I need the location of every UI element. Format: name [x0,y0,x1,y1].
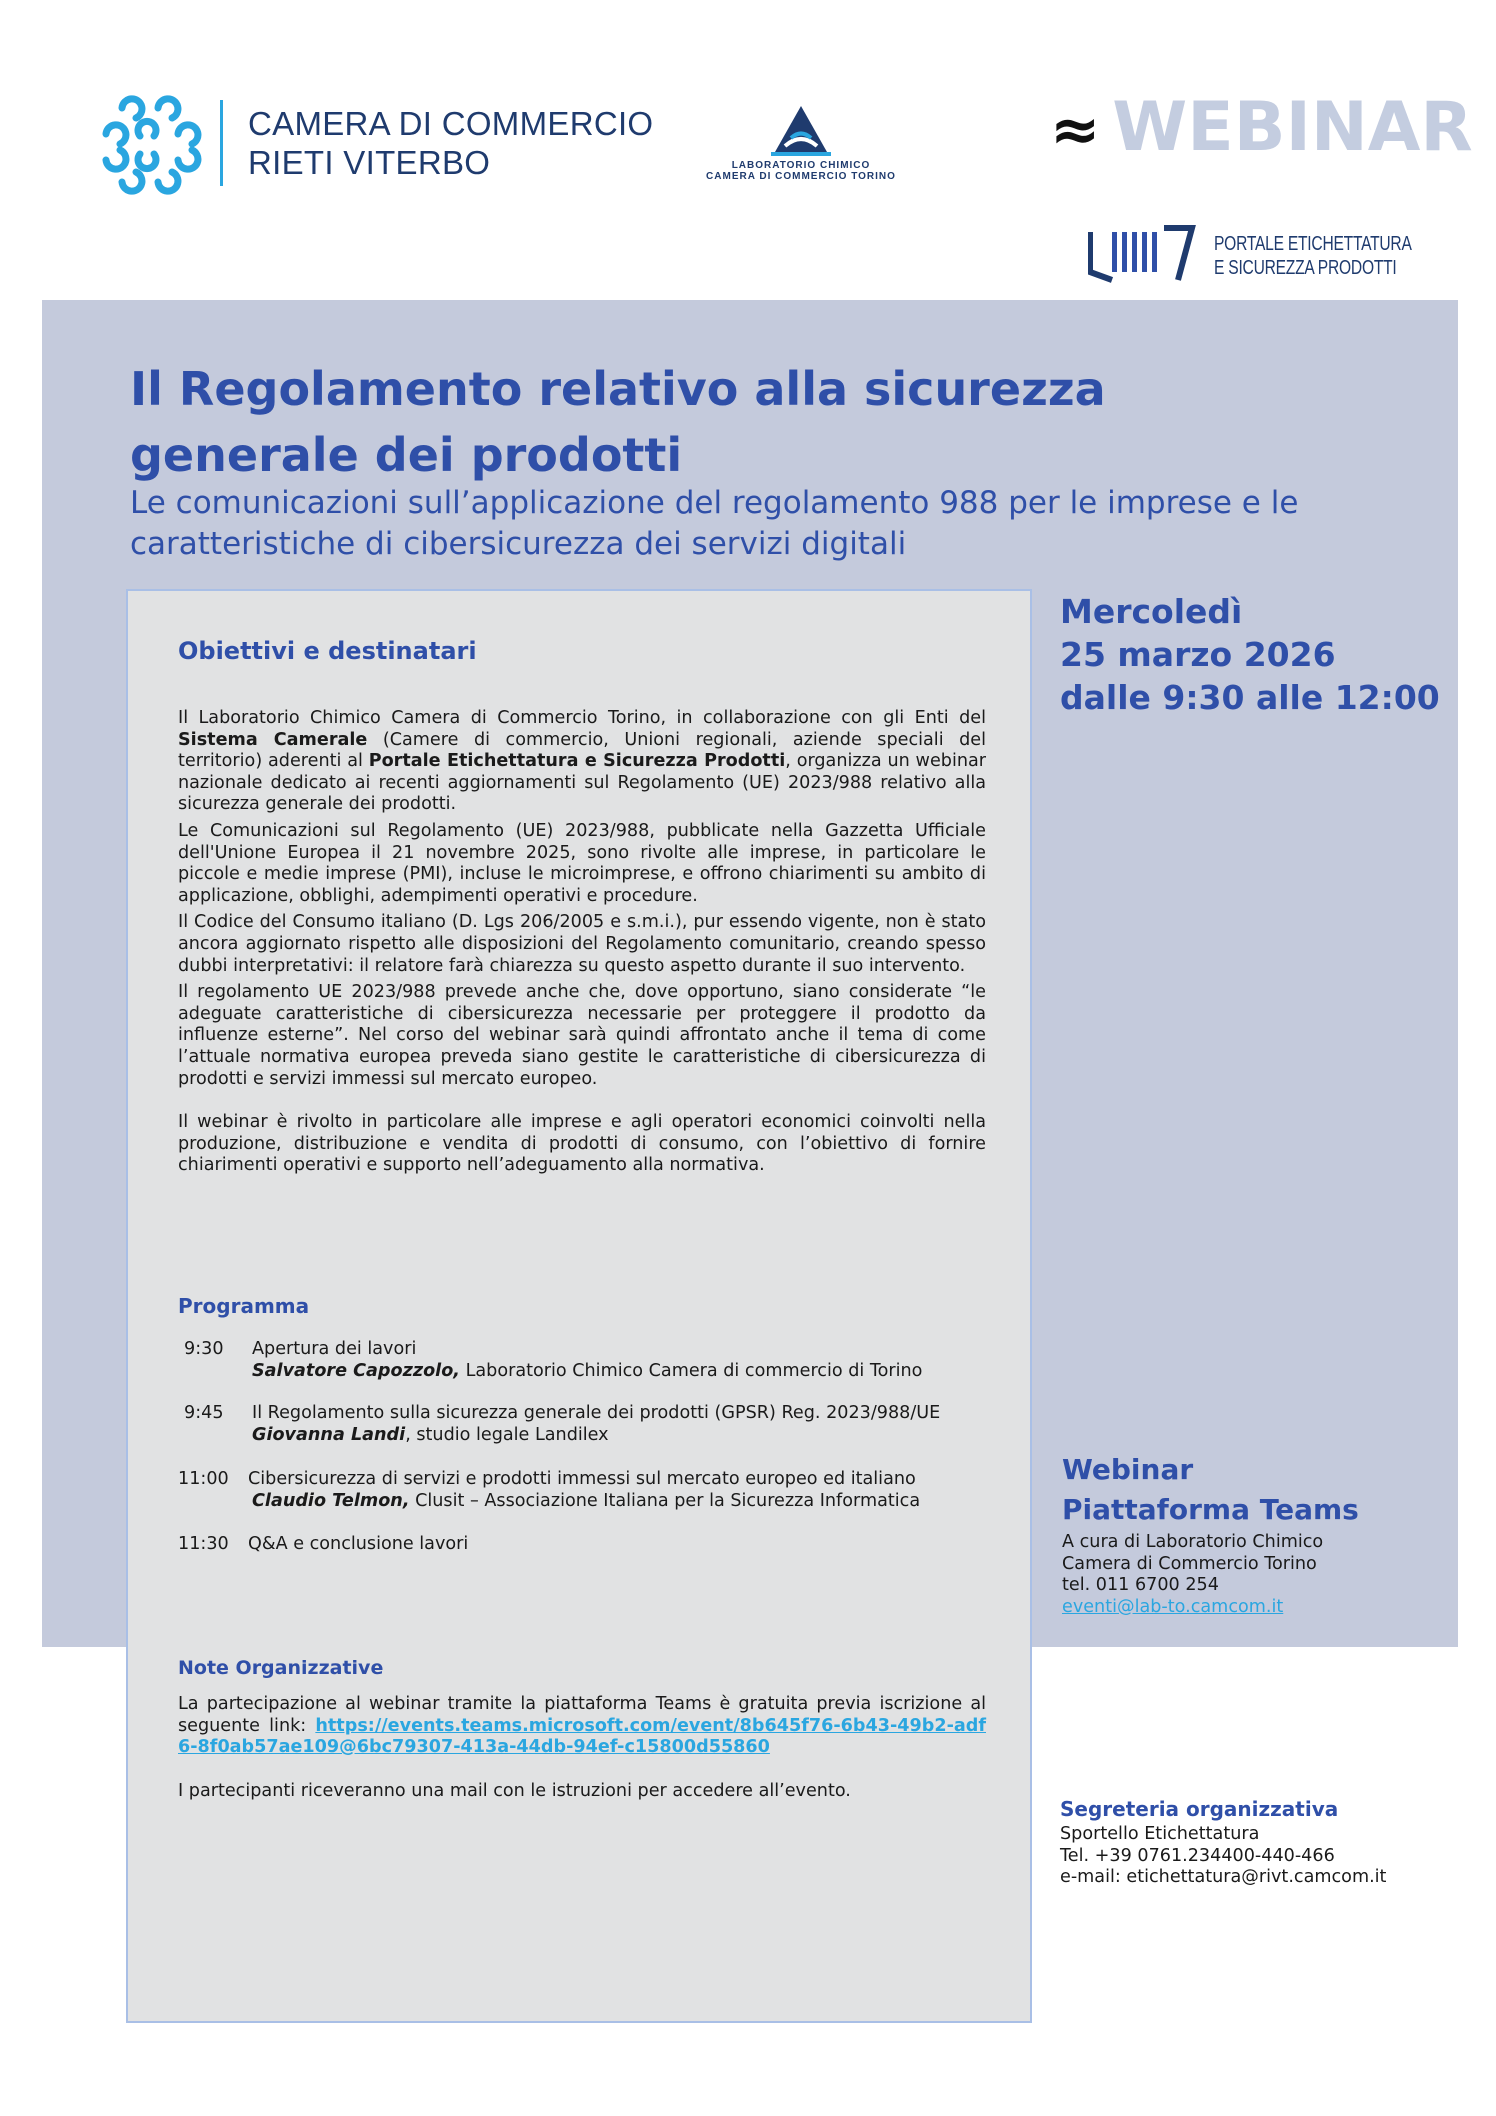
webinar-label [1050,88,1473,170]
organizer-phone: tel. 011 6700 254 [1062,1575,1219,1596]
camera-commercio-logo-icon [92,90,202,200]
program-title: Il Regolamento sulla sicurezza generale dei prodotti (GPSR) Reg. 2023/988/UE [252,1403,941,1423]
registration-link[interactable]: https://events.teams.microsoft.com/event/8b645f76-6b43-49b2-adf6-8f0ab57ae109@6bc79307-413a-44db-94ef-c15800d55860 [178,1715,986,1758]
portal-line2: E SICUREZZA PRODOTTI [1214,257,1397,279]
program-title: Cibersicurezza di servizi e prodotti immessi sul mercato europeo ed italiano [248,1469,916,1489]
notes-heading: Note Organizzative [178,1657,384,1679]
program-speaker: Salvatore Capozzolo, [252,1360,460,1381]
secretariat-info [1060,1824,1386,1889]
objectives-text [178,708,986,1182]
portale-etichettatura-logo [1088,224,1412,292]
page-title: Il Regolamento relativo alla sicurezza generale dei prodotti [130,362,1106,482]
objectives-paragraph-2: Le Comunicazioni sul Regolamento (UE) 2023/988, pubblicate nella Gazzetta Ufficiale dell'Unione Europea il 21 novembre 2025, sono rivolte alle imprese, in particolare le piccole e medie imprese (PMI), incluse le microimprese, e offrono chiarimenti su ambito di applicazione, obblighi, adempimenti operativi e procedure. [178,820,986,906]
program-time: 11:00 [178,1469,229,1489]
camera-name-line2: RIETI VITERBO [248,144,491,181]
program-heading: Programma [178,1294,310,1318]
program-title: Apertura dei lavori [252,1339,417,1359]
notes-paragraph-1: La partecipazione al webinar tramite la piattaforma Teams è gratuita previa iscrizione al seguente link: https://events.teams.microsoft.com/event/8b645f76-6b43-49b2-adf6-8f0ab57ae109@6bc79307-413a-44db-94ef-c15800d55860 [178,1694,986,1758]
program-speaker: Giovanna Landi [252,1424,406,1445]
webinar-word: WEBINAR [1112,88,1473,167]
secretariat-line1: Sportello Etichettatura [1060,1824,1260,1844]
event-date [1060,590,1440,719]
program-time: 11:30 [178,1534,229,1554]
program-title: Q&A e conclusione lavori [248,1534,469,1554]
program-speaker: Claudio Telmon, [252,1490,410,1511]
organizer-line2: Camera di Commercio Torino [1062,1553,1317,1574]
event-day: Mercoledì [1060,592,1243,631]
organizer-line1: A cura di Laboratorio Chimico [1062,1532,1324,1552]
lab-logo-line2: CAMERA DI COMMERCIO TORINO [706,171,896,182]
event-date-value: 25 marzo 2026 [1060,635,1336,674]
secretariat-email: e-mail: etichettatura@rivt.camcom.it [1060,1867,1387,1888]
camera-name-line1: CAMERA DI COMMERCIO [248,105,654,142]
program-affiliation: , studio legale Landilex [405,1424,609,1445]
notes-text [178,1694,986,1807]
webinar-info-line2: Piattaforma Teams [1062,1493,1359,1526]
objectives-paragraph-1: Il Laboratorio Chimico Camera di Commercio Torino, in collaborazione con gli Enti del Sistema Camerale (Camere di commercio, Unioni regionali, aziende speciali del territorio) aderenti al Portale Etichettatura e Sicurezza Prodotti, organizza un webinar nazionale dedicato ai recenti aggiornamenti sul Regolamento (UE) 2023/988 relativo alla sicurezza generale dei prodotti. [178,708,986,815]
webinar-platform [1062,1450,1359,1530]
laboratorio-chimico-logo-icon [771,104,831,156]
camera-commercio-name [248,104,653,182]
organizer-email-link[interactable]: eventi@lab-to.camcom.it [1062,1596,1284,1617]
secretariat-heading: Segreteria organizzativa [1060,1797,1339,1821]
approx-icon: ≈ [1050,95,1101,165]
lab-logo-line1: LABORATORIO CHIMICO [731,160,871,171]
objectives-paragraph-3: Il Codice del Consumo italiano (D. Lgs 206/2005 e s.m.i.), pur essendo vigente, non è stato ancora aggiornato rispetto alle disposizioni del Regolamento comunitario, creando spesso dubbi interpretativi: il relatore farà chiarezza su questo aspetto durante il suo intervento. [178,912,986,976]
organizer-info [1062,1532,1323,1618]
secretariat-phone: Tel. +39 0761.234400-440-466 [1060,1845,1335,1866]
event-time: dalle 9:30 alle 12:00 [1060,678,1440,717]
portal-line1: PORTALE ETICHETTATURA [1214,233,1412,255]
page-subtitle: Le comunicazioni sull’applicazione del regolamento 988 per le imprese e le caratteristiche di cibersicurezza dei servizi digitali [130,485,1299,562]
barcode-icon [1088,224,1208,284]
program-affiliation: Clusit – Associazione Italiana per la Sicurezza Informatica [409,1490,921,1511]
objectives-paragraph-5: Il webinar è rivolto in particolare alle imprese e agli operatori economici coinvolti nella produzione, distribuzione e vendita di prodotti di consumo, con l’obiettivo di fornire chiarimenti operativi e supporto nell’adeguamento alla normativa. [178,1112,986,1176]
notes-paragraph-2: I partecipanti riceveranno una mail con le istruzioni per accedere all’evento. [178,1780,851,1801]
program-time: 9:30 [184,1339,224,1359]
program-affiliation: Laboratorio Chimico Camera di commercio di Torino [459,1360,923,1381]
laboratorio-chimico-logo [706,104,896,184]
portal-name [1214,232,1412,280]
objectives-heading: Obiettivi e destinatari [178,637,477,665]
webinar-info-line1: Webinar [1062,1453,1194,1486]
objectives-paragraph-4: Il regolamento UE 2023/988 prevede anche che, dove opportuno, siano considerate “le adeguate caratteristiche di cibersicurezza necessarie per proteggere il prodotto da influenze esterne”. Nel corso del webinar sarà quindi affrontato anche il tema di come l’attuale normativa europea preveda siano gestite le caratteristiche di cibersicurezza di prodotti e servizi immessi sul mercato europeo. [178,982,986,1089]
program-time: 9:45 [184,1403,224,1423]
logo-divider [220,100,223,186]
